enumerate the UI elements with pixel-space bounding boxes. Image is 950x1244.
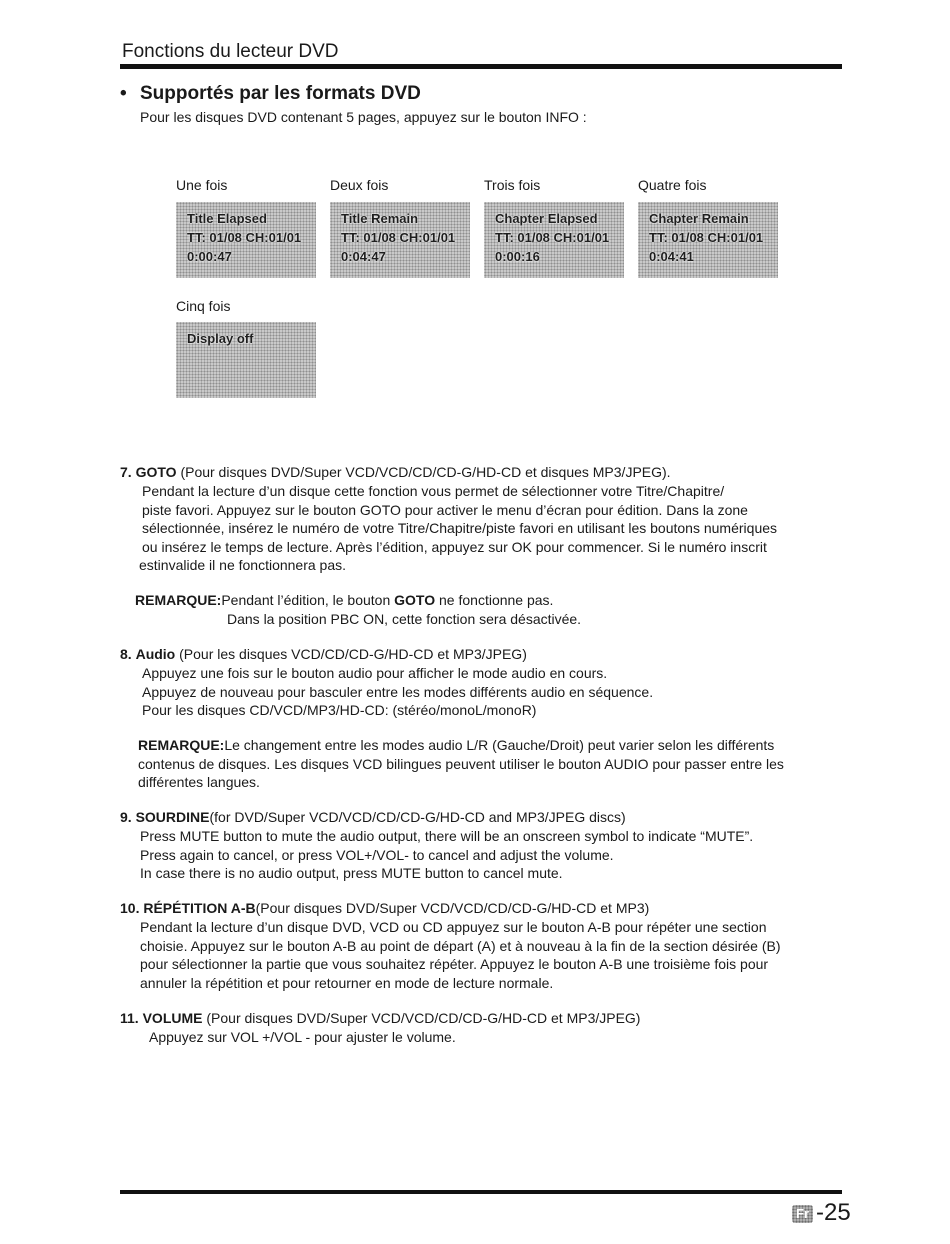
osd-time: 0:04:47 [341, 249, 386, 264]
note-line: Le changement entre les modes audio L/R (Gauche/Droit) peut varier selon les différents [224, 737, 775, 753]
osd-time: 0:00:47 [187, 249, 232, 264]
osd-mode: Display off [187, 331, 254, 346]
body-line: Pour les disques CD/VCD/MP3/HD-CD: (stéréo/monoL/monoR) [142, 702, 537, 719]
body-line: In case there is no audio output, press MUTE button to cancel mute. [140, 865, 563, 882]
osd-screen-display-off [176, 322, 316, 398]
section-intro: Pour les disques DVD contenant 5 pages, appuyez sur le bouton INFO : [140, 109, 587, 125]
language-badge: Fr [792, 1205, 813, 1223]
body-line: Appuyez de nouveau pour basculer entre les modes différents audio en séquence. [142, 683, 654, 700]
item-subtitle: (Pour disques DVD/Super VCD/VCD/CD/CD-G/HD-CD et MP3/JPEG) [206, 1010, 641, 1026]
section-heading [120, 83, 421, 105]
item-number: 11. [120, 1010, 139, 1026]
section-heading-text: Supportés par les formats DVD [140, 83, 421, 104]
note-text-pre: Pendant l’édition, le bouton [221, 592, 395, 608]
osd-label-once: Une fois [176, 177, 228, 193]
body-line: estinvalide il ne fonctionnera pas. [139, 557, 347, 574]
item-mute-body [140, 827, 753, 883]
osd-label-five-times: Cinq fois [176, 298, 231, 314]
item-goto-body [139, 482, 778, 575]
osd-screen-title-remain [330, 202, 470, 278]
body-line: pour sélectionner la partie que vous souhaitez répéter. Appuyez le bouton A-B une troisième fois pour [140, 956, 769, 973]
header-divider [120, 64, 842, 69]
body-line: Press again to cancel, or press VOL+/VOL- to cancel and adjust the volume. [140, 846, 614, 863]
body-line: Press MUTE button to mute the audio output, there will be an onscreen symbol to indicate “MUTE”. [140, 828, 754, 844]
body-line: annuler la répétition et pour retourner en mode de lecture normale. [140, 974, 554, 991]
item-repeat-body [140, 918, 781, 992]
item-subtitle: (Pour disques DVD/Super VCD/VCD/CD/CD-G/HD-CD et disques MP3/JPEG). [180, 464, 671, 480]
page-number: -25 [816, 1199, 851, 1226]
item-subtitle: (Pour disques DVD/Super VCD/VCD/CD/CD-G/HD-CD et MP3) [255, 900, 650, 916]
osd-label-three-times: Trois fois [484, 177, 541, 193]
footer-divider [120, 1190, 842, 1194]
item-subtitle: (for DVD/Super VCD/VCD/CD/CD-G/HD-CD and MP3/JPEG discs) [209, 809, 626, 825]
item-mute-heading [120, 808, 626, 827]
item-number: 10. [120, 900, 140, 916]
osd-screen-chapter-elapsed [484, 202, 624, 278]
item-title: RÉPÉTITION A-B [143, 900, 256, 916]
osd-mode: Chapter Elapsed [495, 211, 598, 226]
body-line: Pendant la lecture d’un disque cette fonction vous permet de sélectionner votre Titre/Chapitre/ [142, 483, 725, 499]
note-label: REMARQUE: [138, 737, 225, 753]
note-line: contenus de disques. Les disques VCD bilingues peuvent utiliser le bouton AUDIO pour passer entre les [138, 755, 784, 772]
osd-mode: Chapter Remain [649, 211, 749, 226]
note-text-bold: GOTO [394, 592, 436, 608]
osd-label-twice: Deux fois [330, 177, 389, 193]
item-title: SOURDINE [135, 809, 210, 825]
item-number: 9. [120, 809, 132, 825]
osd-label-four-times: Quatre fois [638, 177, 707, 193]
note-label: REMARQUE: [135, 592, 222, 608]
item-audio-note [138, 736, 784, 792]
note-text-post: ne fonctionne pas. [435, 592, 554, 608]
osd-screen-chapter-remain [638, 202, 778, 278]
item-goto-heading [120, 463, 671, 482]
item-audio-heading [120, 645, 527, 664]
body-line: choisie. Appuyez sur le bouton A-B au point de départ (A) et à nouveau à la fin de la section désirée (B) [140, 937, 781, 954]
item-goto-note [135, 591, 553, 610]
item-volume-heading [120, 1009, 640, 1028]
item-repeat-heading [120, 899, 649, 918]
osd-mode: Title Elapsed [187, 211, 267, 226]
note-line: différentes langues. [138, 774, 260, 791]
item-goto-note-line2: Dans la position PBC ON, cette fonction sera désactivée. [227, 611, 582, 627]
bullet: • [120, 83, 127, 104]
item-audio-body [142, 664, 653, 720]
body-line: piste favori. Appuyez sur le bouton GOTO pour activer le menu d’écran pour édition. Dans la zone [142, 501, 748, 518]
page-header-title: Fonctions du lecteur DVD [122, 41, 339, 62]
osd-track: TT: 01/08 CH:01/01 [495, 230, 610, 245]
osd-mode: Title Remain [341, 211, 419, 226]
body-line: Appuyez une fois sur le bouton audio pour afficher le mode audio en cours. [142, 665, 608, 681]
item-volume-body [149, 1028, 456, 1047]
item-number: 8. [120, 646, 132, 662]
osd-track: TT: 01/08 CH:01/01 [187, 230, 302, 245]
body-line: Appuyez sur VOL +/VOL - pour ajuster le volume. [149, 1029, 456, 1045]
item-number: 7. [120, 464, 132, 480]
osd-track: TT: 01/08 CH:01/01 [649, 230, 764, 245]
body-line: ou insérez le temps de lecture. Après l’édition, appuyez sur OK pour commencer. Si le numéro inscrit [142, 538, 767, 555]
osd-track: TT: 01/08 CH:01/01 [341, 230, 456, 245]
item-title: GOTO [135, 464, 177, 480]
body-line: Pendant la lecture d’un disque DVD, VCD ou CD appuyez sur le bouton A-B pour répéter une section [140, 919, 767, 935]
osd-time: 0:00:16 [495, 249, 540, 264]
osd-time: 0:04:41 [649, 249, 694, 264]
osd-screen-title-elapsed [176, 202, 316, 278]
item-subtitle: (Pour les disques VCD/CD/CD-G/HD-CD et MP3/JPEG) [179, 646, 527, 662]
item-title: Audio [135, 646, 176, 662]
item-title: VOLUME [142, 1010, 203, 1026]
body-line: sélectionnée, insérez le numéro de votre Titre/Chapitre/piste favori en utilisant les boutons numériques [142, 520, 778, 537]
